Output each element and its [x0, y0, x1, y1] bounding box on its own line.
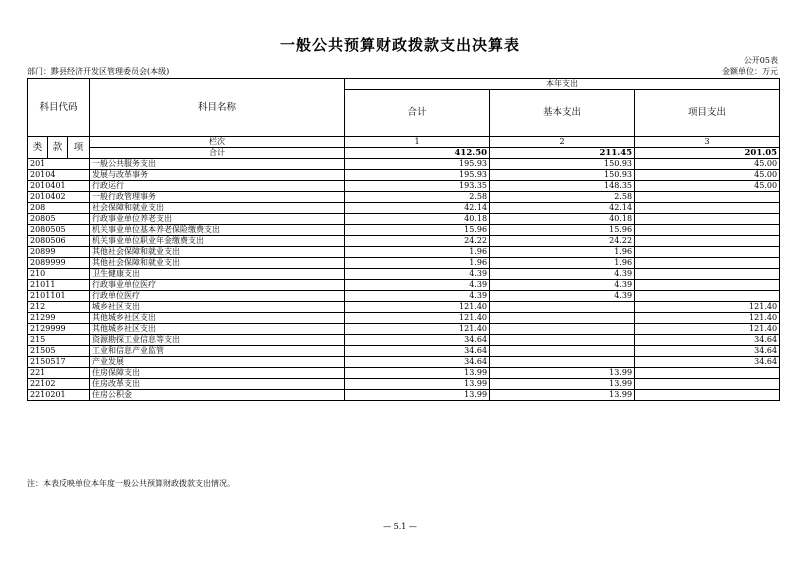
- cell-total: 1.96: [345, 247, 490, 258]
- cell-basic: 24.22: [490, 236, 635, 247]
- sum-basic: 211.45: [490, 148, 635, 159]
- cell-name: 一般公共服务支出: [90, 159, 345, 170]
- sum-project: 201.05: [635, 148, 780, 159]
- cell-project: 34.64: [635, 346, 780, 357]
- cell-total: 34.64: [345, 357, 490, 368]
- header-basic: 基本支出: [490, 90, 635, 137]
- cell-basic: 1.96: [490, 258, 635, 269]
- table-row: [28, 346, 780, 357]
- cell-name: 行政事业单位医疗: [90, 280, 345, 291]
- table-row: [28, 368, 780, 379]
- cell-project: 45.00: [635, 159, 780, 170]
- table-row: [28, 313, 780, 324]
- cell-total: 34.64: [345, 346, 490, 357]
- cell-code: 2150517: [28, 357, 90, 368]
- cell-project: [635, 291, 780, 302]
- cell-total: 195.93: [345, 170, 490, 181]
- cell-project: [635, 280, 780, 291]
- cell-name: 其他社会保障和就业支出: [90, 247, 345, 258]
- cell-name: 行政运行: [90, 181, 345, 192]
- cell-project: 34.64: [635, 335, 780, 346]
- cell-project: 45.00: [635, 170, 780, 181]
- cell-code: 20899: [28, 247, 90, 258]
- cell-project: [635, 390, 780, 401]
- page-number: — 5.1 —: [383, 522, 417, 531]
- cell-code: 215: [28, 335, 90, 346]
- cell-basic: [490, 335, 635, 346]
- header-xiang: 项: [68, 137, 90, 159]
- cell-basic: 2.58: [490, 192, 635, 203]
- cell-project: [635, 379, 780, 390]
- table-row: [28, 269, 780, 280]
- cell-project: 121.40: [635, 313, 780, 324]
- cell-code: 2080505: [28, 225, 90, 236]
- cell-project: [635, 368, 780, 379]
- cell-name: 资源勘探工业信息等支出: [90, 335, 345, 346]
- cell-basic: 13.99: [490, 379, 635, 390]
- cell-basic: [490, 324, 635, 335]
- cell-total: 34.64: [345, 335, 490, 346]
- cell-total: 121.40: [345, 324, 490, 335]
- department-label: 部门：黟县经济开发区管理委员会(本级): [27, 67, 170, 76]
- cell-code: 21011: [28, 280, 90, 291]
- cell-total: 4.39: [345, 280, 490, 291]
- cell-name: 行政单位医疗: [90, 291, 345, 302]
- cell-total: 42.14: [345, 203, 490, 214]
- cell-total: 15.96: [345, 225, 490, 236]
- table-row: [28, 225, 780, 236]
- cell-basic: 13.99: [490, 368, 635, 379]
- cell-name: 社会保障和就业支出: [90, 203, 345, 214]
- table-note: 注：本表反映单位本年度一般公共预算财政拨款支出情况。: [27, 479, 235, 488]
- cell-name: 城乡社区支出: [90, 302, 345, 313]
- cell-name: 发展与改革事务: [90, 170, 345, 181]
- cell-total: 4.39: [345, 291, 490, 302]
- cell-name: 产业发展: [90, 357, 345, 368]
- sum-total: 412.50: [345, 148, 490, 159]
- header-total: 合计: [345, 90, 490, 137]
- cell-name: 卫生健康支出: [90, 269, 345, 280]
- cell-basic: 148.35: [490, 181, 635, 192]
- cell-basic: 150.93: [490, 159, 635, 170]
- cell-code: 21299: [28, 313, 90, 324]
- cell-project: 121.40: [635, 324, 780, 335]
- cell-name: 其他城乡社区支出: [90, 324, 345, 335]
- cell-total: 4.39: [345, 269, 490, 280]
- cell-name: 机关事业单位基本养老保险缴费支出: [90, 225, 345, 236]
- cell-code: 20805: [28, 214, 90, 225]
- cell-code: 21505: [28, 346, 90, 357]
- cell-total: 121.40: [345, 313, 490, 324]
- sum-label: 合计: [90, 148, 345, 159]
- cell-name: 行政事业单位养老支出: [90, 214, 345, 225]
- cell-code: 2210201: [28, 390, 90, 401]
- cell-name: 其他城乡社区支出: [90, 313, 345, 324]
- cell-code: 2080506: [28, 236, 90, 247]
- cell-total: 2.58: [345, 192, 490, 203]
- cell-name: 住房保障支出: [90, 368, 345, 379]
- header-col1: 1: [345, 137, 490, 148]
- cell-project: 34.64: [635, 357, 780, 368]
- cell-code: 2101101: [28, 291, 90, 302]
- header-col3: 3: [635, 137, 780, 148]
- cell-total: 195.93: [345, 159, 490, 170]
- cell-name: 一般行政管理事务: [90, 192, 345, 203]
- cell-basic: [490, 302, 635, 313]
- cell-code: 20104: [28, 170, 90, 181]
- cell-basic: 4.39: [490, 291, 635, 302]
- table-body: [28, 159, 780, 401]
- cell-total: 13.99: [345, 390, 490, 401]
- header-project: 项目支出: [635, 90, 780, 137]
- table-row: [28, 159, 780, 170]
- table-row: [28, 302, 780, 313]
- header-kuan: 款: [48, 137, 68, 159]
- cell-total: 121.40: [345, 302, 490, 313]
- cell-name: 机关事业单位职业年金缴费支出: [90, 236, 345, 247]
- cell-code: 221: [28, 368, 90, 379]
- header-lei: 类: [28, 137, 48, 159]
- expenditure-table: [27, 78, 780, 401]
- table-row: [28, 170, 780, 181]
- header-lanci: 栏次: [90, 137, 345, 148]
- cell-name: 住房改革支出: [90, 379, 345, 390]
- table-row: [28, 236, 780, 247]
- table-row: [28, 335, 780, 346]
- cell-name: 工业和信息产业监管: [90, 346, 345, 357]
- cell-code: 2129999: [28, 324, 90, 335]
- cell-code: 2010401: [28, 181, 90, 192]
- cell-project: [635, 203, 780, 214]
- table-row: [28, 247, 780, 258]
- table-row: [28, 291, 780, 302]
- header-col2: 2: [490, 137, 635, 148]
- unit-label: 金额单位：万元: [722, 67, 778, 76]
- cell-name: 住房公积金: [90, 390, 345, 401]
- cell-project: [635, 192, 780, 203]
- cell-project: [635, 269, 780, 280]
- cell-total: 193.35: [345, 181, 490, 192]
- table-row: [28, 214, 780, 225]
- cell-basic: 13.99: [490, 390, 635, 401]
- cell-basic: 15.96: [490, 225, 635, 236]
- table-row: [28, 203, 780, 214]
- cell-project: [635, 236, 780, 247]
- cell-code: 210: [28, 269, 90, 280]
- cell-project: [635, 225, 780, 236]
- cell-code: 201: [28, 159, 90, 170]
- table-row: [28, 280, 780, 291]
- cell-project: [635, 247, 780, 258]
- cell-code: 22102: [28, 379, 90, 390]
- cell-project: [635, 258, 780, 269]
- cell-basic: 42.14: [490, 203, 635, 214]
- cell-name: 其他社会保障和就业支出: [90, 258, 345, 269]
- cell-basic: [490, 357, 635, 368]
- cell-total: 13.99: [345, 368, 490, 379]
- cell-basic: 4.39: [490, 280, 635, 291]
- cell-total: 24.22: [345, 236, 490, 247]
- header-current-year: 本年支出: [345, 79, 780, 90]
- cell-project: [635, 214, 780, 225]
- cell-code: 208: [28, 203, 90, 214]
- page-title: 一般公共预算财政拨款支出决算表: [279, 36, 520, 54]
- table-row: [28, 258, 780, 269]
- cell-basic: [490, 346, 635, 357]
- cell-basic: [490, 313, 635, 324]
- cell-basic: 1.96: [490, 247, 635, 258]
- table-row: [28, 192, 780, 203]
- cell-project: 121.40: [635, 302, 780, 313]
- cell-project: 45.00: [635, 181, 780, 192]
- table-row: [28, 390, 780, 401]
- cell-code: 212: [28, 302, 90, 313]
- cell-basic: 40.18: [490, 214, 635, 225]
- cell-total: 1.96: [345, 258, 490, 269]
- cell-basic: 4.39: [490, 269, 635, 280]
- table-row: [28, 324, 780, 335]
- cell-code: 2089999: [28, 258, 90, 269]
- table-header: [28, 79, 780, 159]
- cell-code: 2010402: [28, 192, 90, 203]
- form-number: 公开05表: [743, 56, 778, 65]
- table-row: [28, 357, 780, 368]
- header-code: 科目代码: [28, 79, 90, 137]
- header-name: 科目名称: [90, 79, 345, 137]
- cell-total: 13.99: [345, 379, 490, 390]
- cell-basic: 150.93: [490, 170, 635, 181]
- table-row: [28, 181, 780, 192]
- table-row: [28, 379, 780, 390]
- cell-total: 40.18: [345, 214, 490, 225]
